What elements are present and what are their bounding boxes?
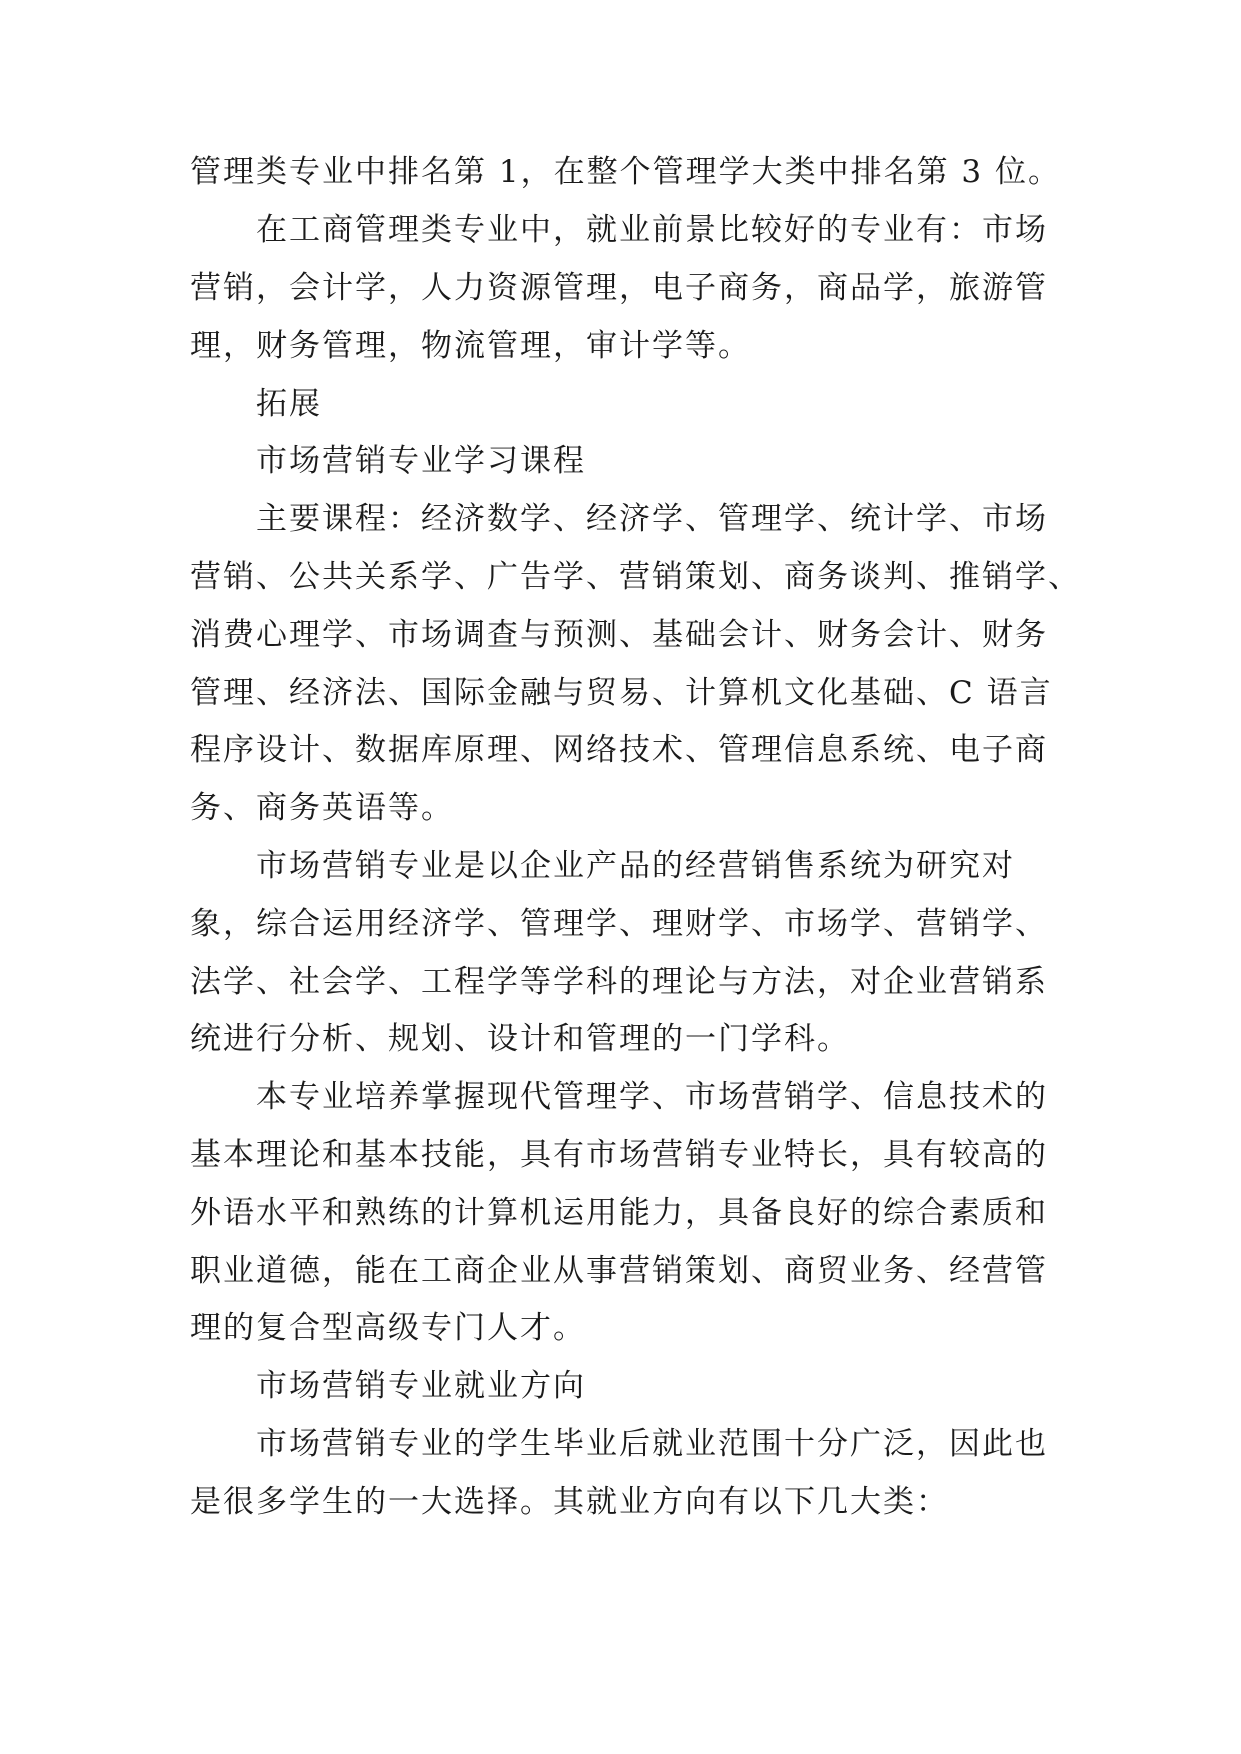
text-line: 法学、社会学、工程学等学科的理论与方法，对企业营销系 <box>190 964 1048 1000</box>
text-line: 管理、经济法、国际金融与贸易、计算机文化基础、C 语言 <box>190 675 1053 711</box>
text-line: 理，财务管理，物流管理，审计学等。 <box>190 328 751 364</box>
text-line: 管理类专业中排名第 1，在整个管理学大类中排名第 3 位。 <box>190 154 1062 190</box>
text-line: 理的复合型高级专门人才。 <box>190 1310 586 1346</box>
text-line: 市场营销专业的学生毕业后就业范围十分广泛，因此也 <box>256 1426 1048 1462</box>
text-line: 本专业培养掌握现代管理学、市场营销学、信息技术的 <box>256 1079 1048 1115</box>
text-line: 营销、公共关系学、广告学、营销策划、商务谈判、推销学、 <box>190 559 1081 595</box>
text-line: 消费心理学、市场调查与预测、基础会计、财务会计、财务 <box>190 617 1048 653</box>
text-line: 是很多学生的一大选择。其就业方向有以下几大类： <box>190 1484 949 1520</box>
text-line: 营销，会计学，人力资源管理，电子商务，商品学，旅游管 <box>190 270 1048 306</box>
text-line: 务、商务英语等。 <box>190 790 454 826</box>
text-line: 职业道德，能在工商企业从事营销策划、商贸业务、经营管 <box>190 1253 1048 1289</box>
text-line: 主要课程：经济数学、经济学、管理学、统计学、市场 <box>256 501 1048 537</box>
text-line: 象，综合运用经济学、管理学、理财学、市场学、营销学、 <box>190 906 1048 942</box>
text-line: 程序设计、数据库原理、网络技术、管理信息系统、电子商 <box>190 732 1048 768</box>
text-line: 在工商管理类专业中，就业前景比较好的专业有：市场 <box>256 212 1048 248</box>
text-line: 市场营销专业是以企业产品的经营销售系统为研究对 <box>256 848 1015 884</box>
section-label: 拓展 <box>256 386 322 422</box>
section-heading: 市场营销专业学习课程 <box>256 443 586 479</box>
text-line: 基本理论和基本技能，具有市场营销专业特长，具有较高的 <box>190 1137 1048 1173</box>
text-line: 外语水平和熟练的计算机运用能力，具备良好的综合素质和 <box>190 1195 1048 1231</box>
text-line: 统进行分析、规划、设计和管理的一门学科。 <box>190 1021 850 1057</box>
section-heading: 市场营销专业就业方向 <box>256 1368 586 1404</box>
